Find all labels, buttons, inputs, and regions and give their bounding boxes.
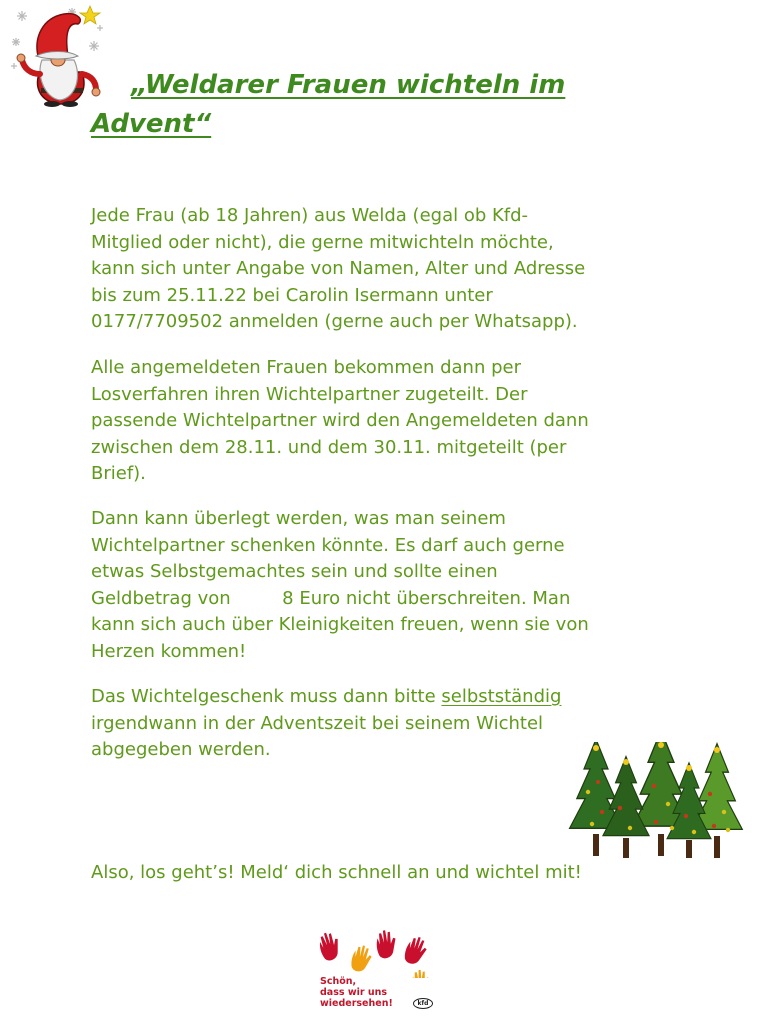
text-line: Dann kann überlegt werden, was man seinem	[91, 508, 506, 529]
underlined-word: selbstständig	[441, 686, 562, 707]
text-line: Geldbetrag von 8 Euro nicht überschreiten. Man	[91, 587, 571, 609]
text-line: irgendwann in der Adventszeit bei seinem Wichtel	[91, 712, 544, 734]
text-line: Jede Frau (ab 18 Jahren) aus Welda (egal ob Kfd-	[91, 205, 529, 226]
text-line: Also, los geht’s! Meld‘ dich schnell an und wichtel mit!	[91, 862, 582, 883]
logo-line: dass wir uns	[320, 987, 388, 998]
text-line: 0177/7709502 anmelden (gerne auch per Whatsapp).	[91, 311, 578, 332]
text-line: Herzen kommen!	[91, 640, 247, 662]
text-line: Mitglied oder nicht), die gerne mitwichteln möchte,	[91, 231, 554, 253]
text-line: Alle angemeldeten Frauen bekommen dann per	[91, 357, 521, 378]
text-line: abgegeben werden.	[91, 739, 271, 760]
logo-line: wiedersehen!	[320, 998, 393, 1009]
text-line: bis zum 25.11.22 bei Carolin Isermann unter	[91, 284, 493, 306]
text-line: zwischen dem 28.11. und dem 30.11. mitgeteilt (per	[91, 436, 567, 458]
text-line: Das Wichtelgeschenk muss dann bitte	[91, 686, 442, 707]
paragraph-gift	[91, 506, 691, 665]
page-title	[91, 66, 651, 144]
title-line-2: Advent“	[91, 109, 212, 139]
text-line: etwas Selbstgemachtes sein und sollte einen	[91, 561, 498, 582]
closing-line	[91, 860, 691, 887]
text-line: kann sich auch über Kleinigkeiten freuen, wenn sie von	[91, 614, 589, 635]
text-line: passende Wichtelpartner wird den Angemeldeten dann	[91, 410, 589, 431]
text-line: Losverfahren ihren Wichtelpartner zugeteilt. Der	[91, 383, 528, 405]
text-line: Wichtelpartner schenken könnte. Es darf auch gerne	[91, 534, 565, 556]
logo-slogan	[320, 976, 393, 1009]
christmas-trees-icon	[568, 742, 754, 860]
hands-icon	[316, 928, 436, 978]
kfd-hands-logo	[316, 928, 436, 1018]
title-line-1: „Weldarer Frauen wichteln im	[131, 70, 566, 100]
text-line: kann sich unter Angabe von Namen, Alter und Adresse	[91, 258, 586, 279]
paragraph-registration	[91, 203, 691, 336]
logo-line: Schön,	[320, 976, 357, 987]
paragraph-draw	[91, 355, 691, 488]
text-line: Brief).	[91, 463, 146, 484]
kfd-badge: kfd	[413, 998, 433, 1009]
